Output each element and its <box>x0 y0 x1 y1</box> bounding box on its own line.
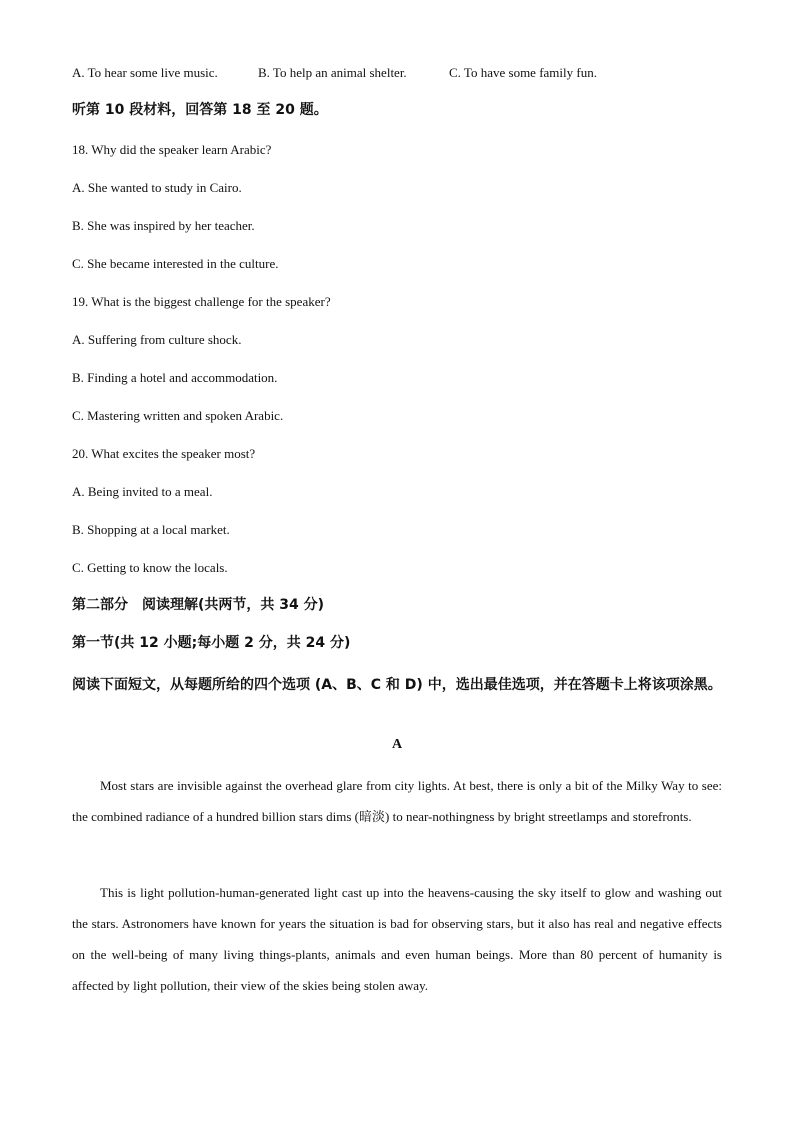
q17-option-b: B. To help an animal shelter. <box>258 65 407 80</box>
q17-option-a: A. To hear some live music. <box>72 65 218 80</box>
part2-heading: 第二部分 阅读理解(共两节，共 34 分) <box>72 597 325 613</box>
q20-option-a: A. Being invited to a meal. <box>72 484 213 499</box>
q20-option-b: B. Shopping at a local market. <box>72 522 230 537</box>
q18-option-b: B. She was inspired by her teacher. <box>72 218 255 233</box>
q19-option-a: A. Suffering from culture shock. <box>72 332 242 347</box>
passage-title: A <box>391 737 403 752</box>
q19-stem: 19. What is the biggest challenge for the speaker? <box>72 294 331 309</box>
passage-paragraph-2: This is light pollution-human-generated light cast up into the heavens-causing the sky itself to glow and washing out the stars. Astronomers have known for years the situation is bad for observing stars, but it also has real and negative effects on the well-being of many living things-plants, animals and even human beings. More than 80 percent of humanity is affected by light pollution, their view of the skies being stolen away. <box>72 885 722 993</box>
q17-options <box>72 65 722 83</box>
q17-option-c: C. To have some family fun. <box>449 65 597 80</box>
passage-paragraph-1: Most stars are invisible against the overhead glare from city lights. At best, there is only a bit of the Milky Way to see: the combined radiance of a hundred billion stars dims (暗淡) to near-nothingness by bright streetlamps and storefronts. <box>72 778 722 824</box>
section1-heading: 第一节(共 12 小题;每小题 2 分，共 24 分) <box>72 635 351 651</box>
q18-option-c: C. She became interested in the culture. <box>72 256 279 271</box>
section10-heading: 听第 10 段材料，回答第 18 至 20 题。 <box>72 102 328 118</box>
q18-stem: 18. Why did the speaker learn Arabic? <box>72 142 272 157</box>
q19-option-c: C. Mastering written and spoken Arabic. <box>72 408 284 423</box>
q19-option-b: B. Finding a hotel and accommodation. <box>72 370 278 385</box>
q20-option-c: C. Getting to know the locals. <box>72 560 228 575</box>
q18-option-a: A. She wanted to study in Cairo. <box>72 180 242 195</box>
reading-instructions: 阅读下面短文，从每题所给的四个选项 (A、B、C 和 D) 中，选出最佳选项，并在答题卡上将该项涂黑。 <box>72 677 722 693</box>
q20-stem: 20. What excites the speaker most? <box>72 446 256 461</box>
